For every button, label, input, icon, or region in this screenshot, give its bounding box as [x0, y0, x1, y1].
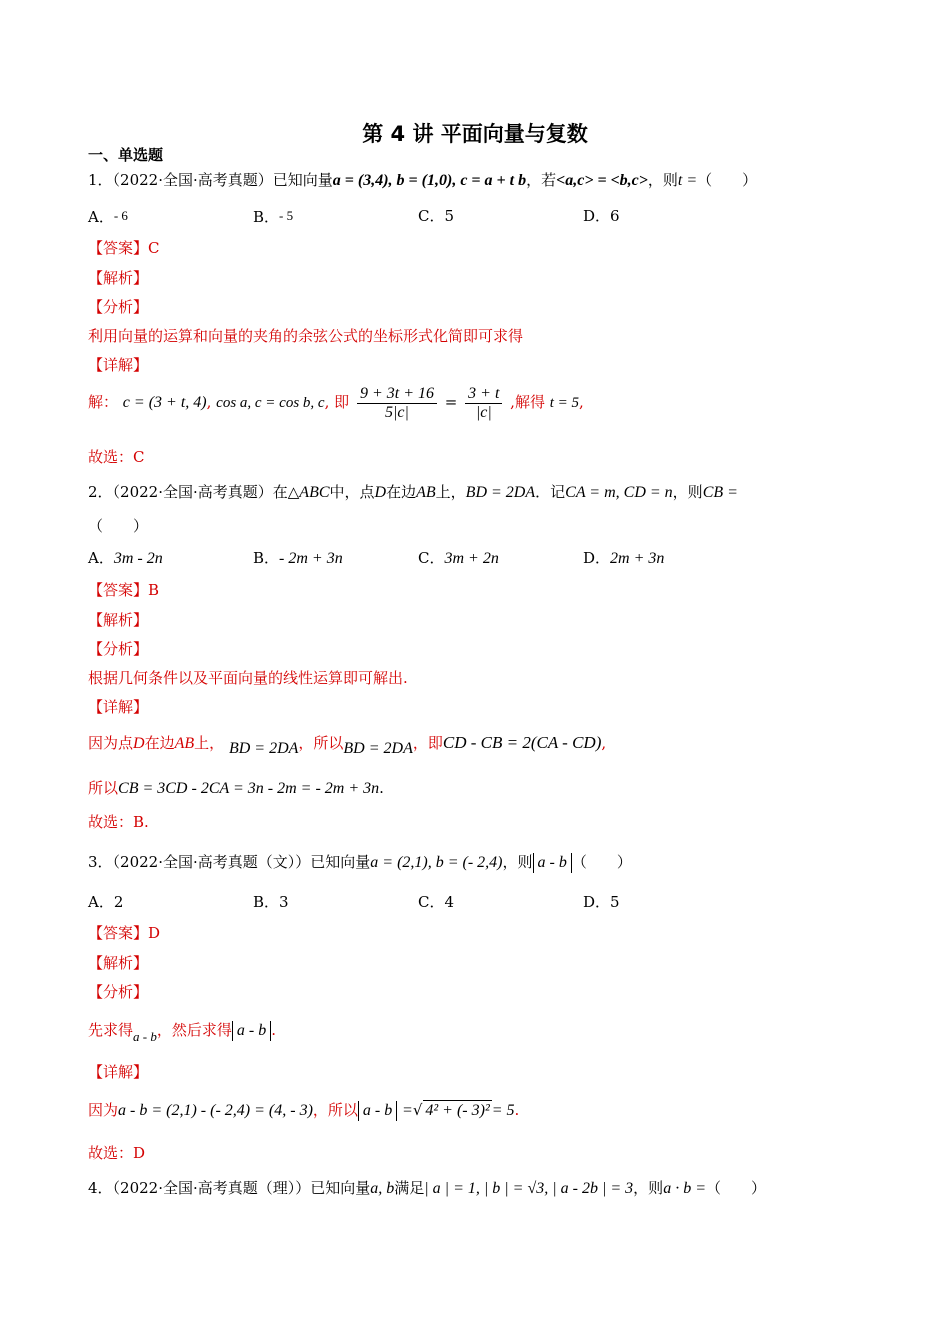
- q1-analysis-tag: 【解析】: [88, 269, 149, 287]
- q3-option-c: C．4: [418, 893, 455, 911]
- q2-option-c: C．3m + 2n: [418, 549, 499, 567]
- q3-fenxi-line: 先求得a - b，然后求得 a - b .: [88, 1021, 276, 1044]
- q3-detail-line: 因为a - b = (2,1) - (- 2,4) = (4, - 3)，所以 a - b =√ 4² + (- 3)² = 5.: [88, 1101, 520, 1119]
- q2-fenxi-tag: 【分析】: [88, 640, 149, 658]
- q1-stem-cond: <a,c> = <b,c>: [556, 172, 648, 189]
- q1-detail-c: c = (3 + t, 4): [122, 394, 207, 411]
- q2-analysis-tag: 【解析】: [88, 611, 149, 629]
- q2-answer: 【答案】B: [88, 581, 160, 599]
- q3-abs-value: a - b: [533, 853, 572, 873]
- question-4-stem: 4．（2022·全国·高考真题（理））已知向量a, b满足| a | = 1, | b | = √3, | a - 2b | = 3，则a · b =（ ）: [88, 1179, 766, 1197]
- q1-stem-suffix: ，则: [647, 171, 678, 189]
- q2-fenxi-text: 根据几何条件以及平面向量的线性运算即可解出.: [88, 669, 408, 687]
- q1-conclusion: 故选：C: [88, 448, 145, 466]
- q1-stem-math: a = (3,4), b = (1,0), c = a + t b: [332, 172, 527, 189]
- q1-stem-end: （ ）: [697, 171, 758, 189]
- q1-detail-cos: cos a, c = cos b, c: [216, 395, 325, 411]
- q1-detail-t: t = 5: [549, 395, 580, 411]
- page-title: 第 4 讲 平面向量与复数: [362, 122, 588, 146]
- q3-answer: 【答案】D: [88, 924, 161, 942]
- section-heading: 一、单选题: [88, 146, 164, 164]
- q2-detail-line-1: 因为点D在边AB上， BD = 2DA，所以BD = 2DA，即CD - CB = 2(CA - CD),: [88, 733, 607, 757]
- q1-option-c: C．5: [418, 207, 455, 225]
- q1-option-a: A．- 6: [88, 208, 128, 226]
- q1-fenxi-tag: 【分析】: [88, 298, 149, 316]
- question-3-stem: 3．（2022·全国·高考真题（文））已知向量a = (2,1), b = (- 2,4)，则 a - b （ ）: [88, 853, 632, 871]
- q1-stem-prefix: 1．（2022·全国·高考真题）已知向量: [88, 171, 333, 189]
- q2-stem-end: （ ）: [88, 517, 149, 535]
- q3-option-b: B．3: [253, 893, 289, 911]
- q3-option-a: A．2: [88, 893, 124, 911]
- q3-conclusion: 故选：D: [88, 1144, 146, 1162]
- question-1-stem: [88, 170, 757, 191]
- q2-option-a: A．3m - 2n: [88, 549, 163, 567]
- q2-detail-line-2: 所以CB = 3CD - 2CA = 3n - 2m = - 2m + 3n.: [88, 779, 384, 797]
- q3-analysis-tag: 【解析】: [88, 954, 149, 972]
- q3-sqrt: 4² + (- 3)²: [425, 1102, 490, 1119]
- q2-option-b: B．- 2m + 3n: [253, 549, 343, 567]
- q2-detail-tag: 【详解】: [88, 698, 149, 716]
- q1-answer: 【答案】C: [88, 239, 160, 257]
- q1-stem-mid: ，若: [526, 171, 557, 189]
- q1-fenxi-text: 利用向量的运算和向量的夹角的余弦公式的坐标形式化简即可求得: [88, 327, 524, 345]
- q1-detail-line: 解： c = (3 + t, 4), cos a, c = cos b, c, 即 $\frac{9 + 3t + 16}{5|c|}$ = $\frac{3 + t}{|c|}$ ,解得 t = 5,: [88, 384, 584, 421]
- q1-fraction-2: $\frac{3 + t}{|c|}$: [465, 385, 502, 422]
- q1-detail-tag: 【详解】: [88, 356, 149, 374]
- q3-fenxi-tag: 【分析】: [88, 983, 149, 1001]
- q1-option-d: D．6: [583, 207, 620, 225]
- q3-option-d: D．5: [583, 893, 620, 911]
- question-2-stem: 2．（2022·全国·高考真题）在△ABC中，点D在边AB上，BD = 2DA．记CA = m, CD = n，则CB =: [88, 483, 738, 501]
- q1-stem-var: t =: [677, 172, 698, 189]
- q3-detail-tag: 【详解】: [88, 1063, 149, 1081]
- q2-conclusion: 故选：B.: [88, 813, 149, 831]
- q2-option-d: D．2m + 3n: [583, 549, 665, 567]
- q1-option-b: B．- 5: [253, 208, 294, 226]
- q1-fraction-1: $\frac{9 + 3t + 16}{5|c|}$: [357, 385, 437, 422]
